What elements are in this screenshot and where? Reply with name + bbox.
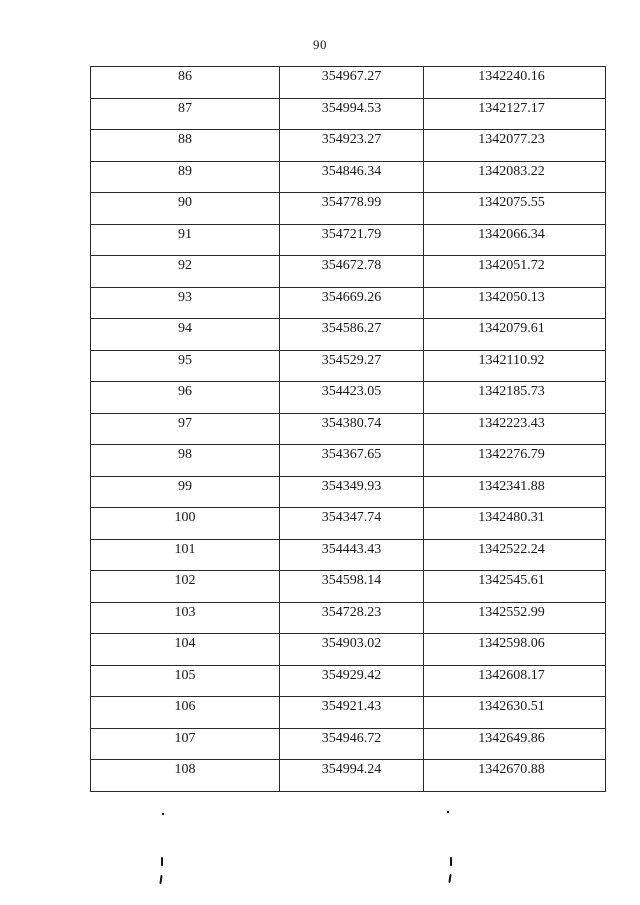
table-row: [91, 539, 606, 571]
y-coordinate-cell: [424, 539, 606, 571]
y-coordinate-cell-text: 1342480.31: [478, 510, 545, 526]
x-coordinate-cell: [280, 413, 424, 445]
table-row: [91, 161, 606, 193]
point-number-cell-text: 87: [178, 100, 192, 116]
point-number-cell-text: 93: [178, 289, 192, 305]
x-coordinate-cell: [280, 350, 424, 382]
x-coordinate-cell-text: 354347.74: [321, 510, 382, 526]
y-coordinate-cell: [424, 602, 606, 634]
point-number-cell: [91, 697, 280, 729]
point-number-cell-text: 106: [174, 699, 196, 715]
y-coordinate-cell: [424, 665, 606, 697]
table-row: [91, 350, 606, 382]
scan-mark: [448, 874, 451, 883]
point-number-cell: [91, 508, 280, 540]
point-number-cell-text: 103: [174, 604, 196, 620]
point-number-cell: [91, 224, 280, 256]
table-row: [91, 98, 606, 130]
point-number-cell-text: 86: [178, 69, 192, 85]
y-coordinate-cell-text: 1342050.13: [478, 289, 545, 305]
table-row: [91, 602, 606, 634]
table-row: [91, 571, 606, 603]
x-coordinate-cell: [280, 697, 424, 729]
point-number-cell-text: 102: [174, 573, 196, 589]
y-coordinate-cell: [424, 319, 606, 351]
y-coordinate-cell: [424, 382, 606, 414]
point-number-cell-text: 95: [178, 352, 192, 368]
point-number-cell-text: 88: [178, 132, 192, 148]
point-number-cell: [91, 161, 280, 193]
point-number-cell-text: 90: [178, 195, 192, 211]
point-number-cell-text: 101: [174, 541, 196, 557]
table-row: [91, 697, 606, 729]
point-number-cell-text: 108: [174, 762, 196, 778]
point-number-cell: [91, 760, 280, 792]
x-coordinate-cell: [280, 161, 424, 193]
y-coordinate-cell: [424, 193, 606, 225]
y-coordinate-cell-text: 1342670.88: [478, 762, 545, 778]
y-coordinate-cell-text: 1342522.24: [478, 541, 545, 557]
x-coordinate-cell-text: 354994.24: [321, 762, 382, 778]
point-number-cell-text: 94: [178, 321, 192, 337]
y-coordinate-cell: [424, 697, 606, 729]
table-row: [91, 445, 606, 477]
point-number-cell: [91, 445, 280, 477]
point-number-cell: [91, 382, 280, 414]
y-coordinate-cell: [424, 634, 606, 666]
point-number-cell: [91, 413, 280, 445]
x-coordinate-cell-text: 354443.43: [321, 541, 382, 557]
y-coordinate-cell-text: 1342545.61: [478, 573, 545, 589]
point-number-cell-text: 98: [178, 447, 192, 463]
x-coordinate-cell-text: 354721.79: [321, 226, 382, 242]
x-coordinate-cell-text: 354367.65: [321, 447, 382, 463]
y-coordinate-cell-text: 1342051.72: [478, 258, 545, 274]
x-coordinate-cell-text: 354903.02: [321, 636, 382, 652]
y-coordinate-cell: [424, 413, 606, 445]
scan-speck: [162, 813, 164, 815]
table-row: [91, 256, 606, 288]
table-row: [91, 634, 606, 666]
y-coordinate-cell-text: 1342608.17: [478, 667, 545, 683]
x-coordinate-cell: [280, 256, 424, 288]
y-coordinate-cell: [424, 98, 606, 130]
x-coordinate-cell-text: 354669.26: [321, 289, 382, 305]
x-coordinate-cell: [280, 193, 424, 225]
x-coordinate-cell-text: 354349.93: [321, 478, 382, 494]
point-number-cell-text: 91: [178, 226, 192, 242]
table-row: [91, 130, 606, 162]
scan-mark: [161, 857, 163, 866]
x-coordinate-cell-text: 354778.99: [321, 195, 382, 211]
x-coordinate-cell-text: 354921.43: [321, 699, 382, 715]
table-row: [91, 224, 606, 256]
point-number-cell: [91, 539, 280, 571]
y-coordinate-cell-text: 1342630.51: [478, 699, 545, 715]
point-number-cell-text: 107: [174, 730, 196, 746]
scan-speck: [447, 811, 449, 813]
y-coordinate-cell: [424, 445, 606, 477]
x-coordinate-cell: [280, 319, 424, 351]
x-coordinate-cell-text: 354672.78: [321, 258, 382, 274]
x-coordinate-cell-text: 354923.27: [321, 132, 382, 148]
x-coordinate-cell-text: 354529.27: [321, 352, 382, 368]
x-coordinate-cell-text: 354929.42: [321, 667, 382, 683]
point-number-cell-text: 100: [174, 510, 196, 526]
x-coordinate-cell-text: 354598.14: [321, 573, 382, 589]
table-row: [91, 728, 606, 760]
page-number: 90: [313, 37, 327, 52]
x-coordinate-cell: [280, 508, 424, 540]
x-coordinate-cell-text: 354586.27: [321, 321, 382, 337]
y-coordinate-cell-text: 1342223.43: [478, 415, 545, 431]
coordinate-table-body: [91, 67, 606, 792]
table-row: [91, 382, 606, 414]
y-coordinate-cell: [424, 508, 606, 540]
scan-mark: [159, 875, 162, 884]
point-number-cell: [91, 634, 280, 666]
x-coordinate-cell-text: 354846.34: [321, 163, 382, 179]
table-row: [91, 760, 606, 792]
table-row: [91, 508, 606, 540]
x-coordinate-cell: [280, 571, 424, 603]
x-coordinate-cell-text: 354994.53: [321, 100, 382, 116]
x-coordinate-cell: [280, 98, 424, 130]
y-coordinate-cell-text: 1342276.79: [478, 447, 545, 463]
x-coordinate-cell: [280, 665, 424, 697]
y-coordinate-cell: [424, 728, 606, 760]
y-coordinate-cell: [424, 571, 606, 603]
x-coordinate-cell: [280, 634, 424, 666]
x-coordinate-cell: [280, 287, 424, 319]
coordinate-table: [90, 66, 606, 792]
table-row: [91, 193, 606, 225]
point-number-cell: [91, 98, 280, 130]
x-coordinate-cell-text: 354967.27: [321, 69, 382, 85]
y-coordinate-cell-text: 1342598.06: [478, 636, 545, 652]
point-number-cell: [91, 602, 280, 634]
x-coordinate-cell: [280, 130, 424, 162]
y-coordinate-cell: [424, 287, 606, 319]
point-number-cell-text: 89: [178, 163, 192, 179]
x-coordinate-cell: [280, 445, 424, 477]
x-coordinate-cell: [280, 602, 424, 634]
y-coordinate-cell-text: 1342083.22: [478, 163, 545, 179]
point-number-cell: [91, 287, 280, 319]
table-row: [91, 287, 606, 319]
y-coordinate-cell: [424, 224, 606, 256]
point-number-cell-text: 92: [178, 258, 192, 274]
y-coordinate-cell-text: 1342110.92: [478, 352, 545, 368]
point-number-cell: [91, 193, 280, 225]
table-row: [91, 67, 606, 99]
point-number-cell: [91, 571, 280, 603]
table-row: [91, 476, 606, 508]
y-coordinate-cell: [424, 67, 606, 99]
y-coordinate-cell-text: 1342079.61: [478, 321, 545, 337]
point-number-cell-text: 104: [174, 636, 196, 652]
x-coordinate-cell: [280, 728, 424, 760]
table-row: [91, 665, 606, 697]
x-coordinate-cell: [280, 476, 424, 508]
y-coordinate-cell-text: 1342127.17: [478, 100, 545, 116]
y-coordinate-cell-text: 1342075.55: [478, 195, 545, 211]
table-row: [91, 413, 606, 445]
x-coordinate-cell-text: 354380.74: [321, 415, 382, 431]
y-coordinate-cell: [424, 760, 606, 792]
point-number-cell-text: 99: [178, 478, 192, 494]
x-coordinate-cell: [280, 382, 424, 414]
y-coordinate-cell: [424, 130, 606, 162]
y-coordinate-cell-text: 1342552.99: [478, 604, 545, 620]
y-coordinate-cell-text: 1342077.23: [478, 132, 545, 148]
point-number-cell: [91, 350, 280, 382]
table-row: [91, 319, 606, 351]
y-coordinate-cell-text: 1342066.34: [478, 226, 545, 242]
point-number-cell: [91, 67, 280, 99]
point-number-cell: [91, 728, 280, 760]
point-number-cell: [91, 319, 280, 351]
y-coordinate-cell-text: 1342185.73: [478, 384, 545, 400]
scan-mark: [450, 857, 452, 866]
point-number-cell: [91, 130, 280, 162]
y-coordinate-cell: [424, 161, 606, 193]
point-number-cell-text: 105: [174, 667, 196, 683]
x-coordinate-cell: [280, 67, 424, 99]
y-coordinate-cell-text: 1342240.16: [478, 69, 545, 85]
point-number-cell: [91, 665, 280, 697]
x-coordinate-cell: [280, 760, 424, 792]
y-coordinate-cell: [424, 476, 606, 508]
x-coordinate-cell: [280, 224, 424, 256]
x-coordinate-cell-text: 354423.05: [321, 384, 382, 400]
point-number-cell-text: 96: [178, 384, 192, 400]
x-coordinate-cell-text: 354728.23: [321, 604, 382, 620]
y-coordinate-cell-text: 1342649.86: [478, 730, 545, 746]
point-number-cell-text: 97: [178, 415, 192, 431]
x-coordinate-cell: [280, 539, 424, 571]
point-number-cell: [91, 476, 280, 508]
y-coordinate-cell: [424, 256, 606, 288]
x-coordinate-cell-text: 354946.72: [321, 730, 382, 746]
point-number-cell: [91, 256, 280, 288]
y-coordinate-cell: [424, 350, 606, 382]
y-coordinate-cell-text: 1342341.88: [478, 478, 545, 494]
